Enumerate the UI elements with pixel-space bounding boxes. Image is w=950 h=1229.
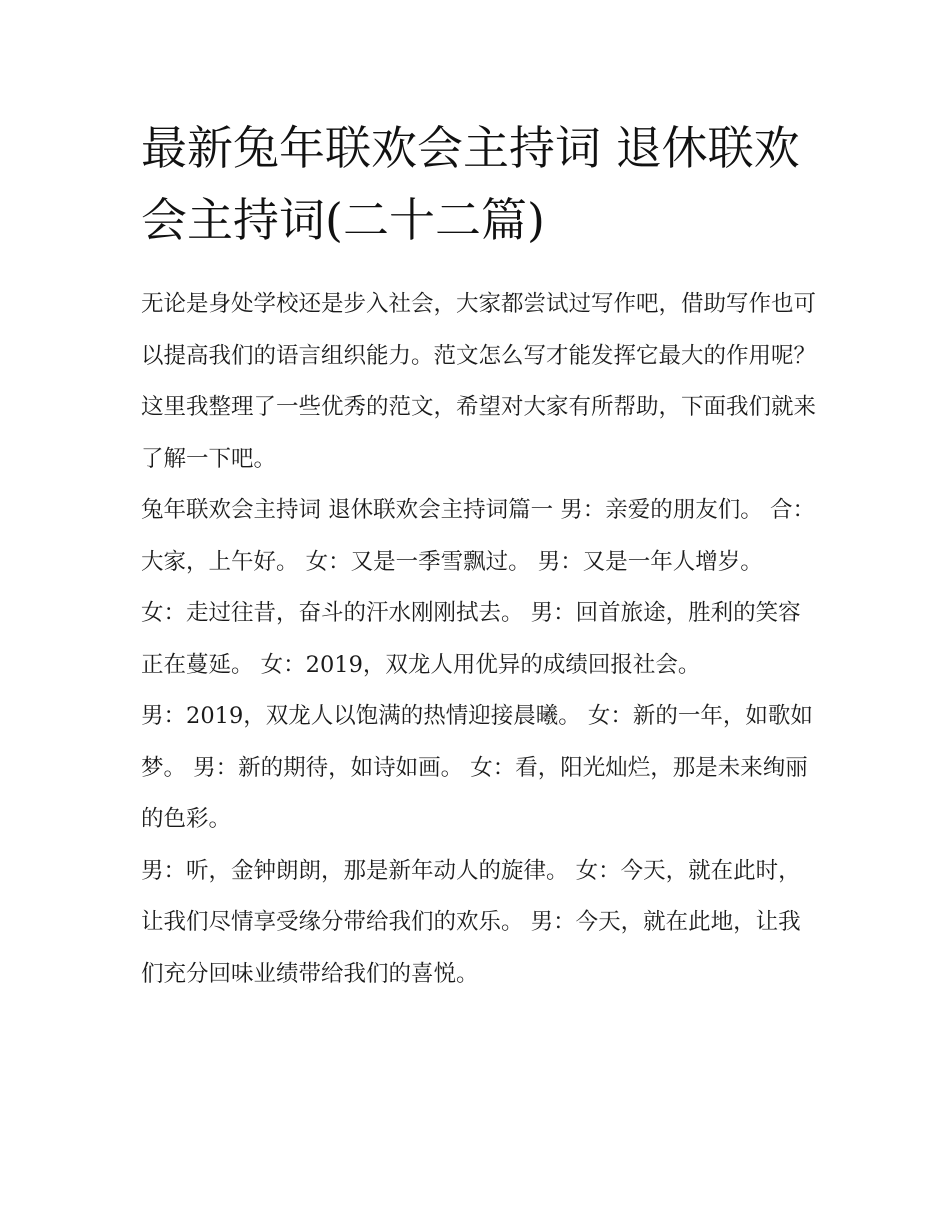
document-title: 最新兔年联欢会主持词 退休联欢会主持词(二十二篇) [141, 121, 800, 247]
paragraph-opening: 兔年联欢会主持词 退休联欢会主持词篇一 男：亲爱的朋友们。 合：大家，上午好。 女：又是一季雪飘过。 男：又是一年人增岁。 [141, 497, 815, 575]
paragraph-today: 男：听，金钟朗朗，那是新年动人的旋律。 女：今天，就在此时，让我们尽情享受缘分带给我们的欢乐。 男：今天，就在此地，让我们充分回味业绩带给我们的喜悦。 [141, 857, 801, 987]
paragraph-past: 女：走过往昔，奋斗的汗水刚刚拭去。 男：回首旅途，胜利的笑容正在蔓延。 女：2019，双龙人用优异的成绩回报社会。 [141, 600, 801, 678]
paragraph-new-year: 男：2019，双龙人以饱满的热情迎接晨曦。 女：新的一年，如歌如梦。 男：新的期待，如诗如画。 女：看，阳光灿烂，那是未来绚丽的色彩。 [141, 703, 813, 832]
paragraph-intro: 无论是身处学校还是步入社会，大家都尝试过写作吧，借助写作也可以提高我们的语言组织能力。范文怎么写才能发挥它最大的作用呢？这里我整理了一些优秀的范文，希望对大家有所帮助，下面我们就来了解一下吧。 [141, 291, 817, 472]
document-page [141, 112, 816, 1000]
document-body [141, 279, 816, 1000]
